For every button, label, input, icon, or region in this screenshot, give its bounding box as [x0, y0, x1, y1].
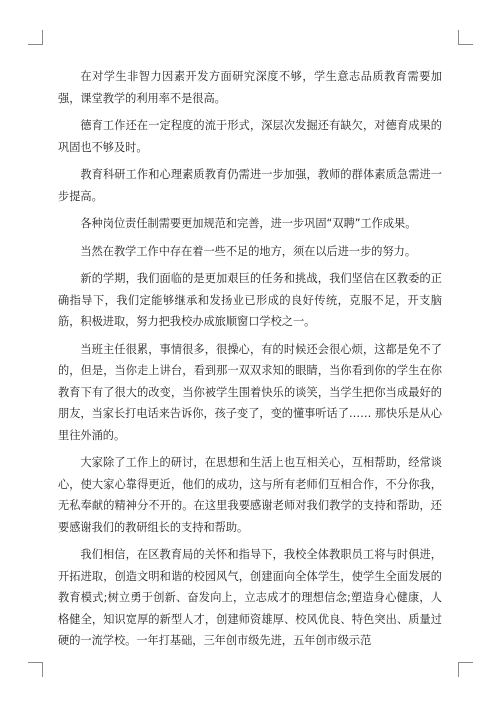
paragraph: 教育科研工作和心理素质教育仍需进一步加强，教师的群体素质急需进一步提高。: [58, 168, 442, 203]
paragraph: 各种岗位责任制需要更加规范和完善，进一步巩固“双聘”工作成果。: [80, 217, 417, 230]
crop-mark-bottom-right: [458, 662, 473, 677]
paragraph: 我们相信，在区教育局的关怀和指导下，我校全体教职员工将与时俱进，开拓进取，创造文明和谐的校园风气，创建面向全体学生，使学生全面发展的教育模式;树立勇于创新、奋发向上，立志成才的理想信念;塑造身心健康，人格健全，知识宽厚的新型人才，创建师资雄厚、校风优良、特色突出、质量过硬的一流学校。一年打基础，三年创市级先进，五年创市级示范: [58, 548, 442, 647]
crop-mark-top-left: [28, 30, 43, 45]
paragraph: 当然在教学工作中存在着一些不足的地方，须在以后进一步的努力。: [80, 244, 417, 258]
paragraph: 新的学期，我们面临的是更加艰巨的任务和挑战，我们坚信在区教委的正确指导下，我们定能够继承和发扬业已形成的良好传统，克服不足，开支脑筋，积极进取，努力把我校办成旅顺窗口学校之一。: [58, 272, 442, 328]
paragraph: 德育工作还在一定程度的流于形式，深层次发掘还有缺欠，对德育成果的巩固也不够及时。: [58, 119, 442, 154]
paragraph: 大家除了工作上的研讨，在思想和生活上也互相关心，互相帮助，经常谈心，使大家心靠得更近，他们的成功，这与所有老师们互相合作，不分你我，无私奉献的精神分不开的。在这里我要感谢老师对我们教学的支持和帮助，还要感谢我们的教研组长的支持和帮助。: [58, 456, 442, 534]
crop-mark-bottom-left: [28, 662, 43, 677]
paragraph: 在对学生非智力因素开发方面研究深度不够，学生意志品质教育需要加强，课堂教学的利用率不是很高。: [58, 70, 442, 105]
document-body: [58, 66, 442, 658]
paragraph: 当班主任很累，事情很多，很操心，有的时候还会很心烦，这都是免不了的，但是，当你走上讲台，看到那一双双求知的眼睛，当你看到你的学生在你教育下有了很大的改变，当你被学生围着快乐的谈笑，当学生把你当成最好的朋友，当家长打电话来告诉你，孩子变了，变的懂事听话了…… 那快乐是从心里往外涌的。: [58, 342, 442, 442]
crop-mark-top-right: [458, 30, 473, 45]
